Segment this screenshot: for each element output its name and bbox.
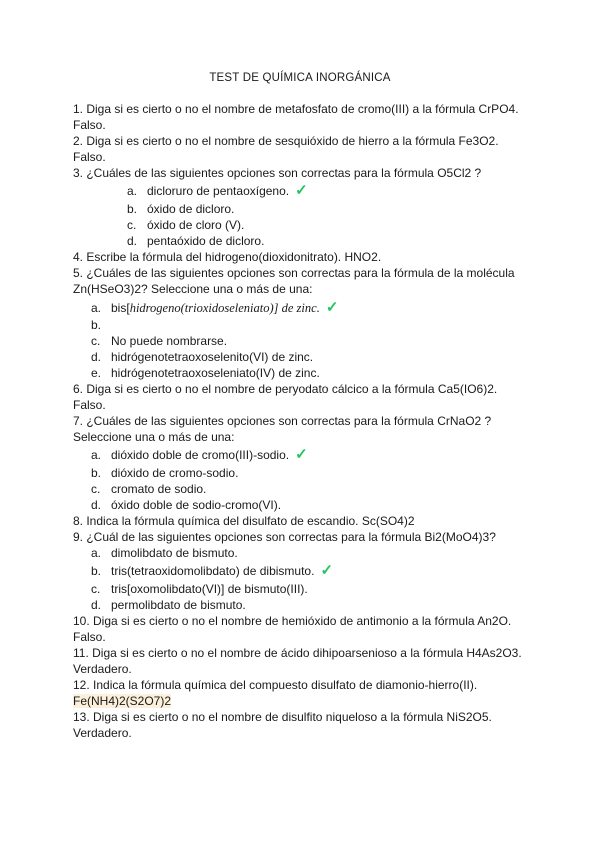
question-3: 3. ¿Cuáles de las siguientes opciones son correctas para la fórmula O5Cl2 ? [73, 166, 482, 180]
check-icon: ✓ [325, 299, 339, 316]
q3-option-b [127, 201, 234, 217]
q9-option-d [91, 597, 246, 613]
question-1: 1. Diga si es cierto o no el nombre de metafosfato de cromo(III) a la fórmula CrPO4. [73, 102, 519, 116]
option-text: No puede nombrarse. [111, 334, 228, 348]
question-13: 13. Diga si es cierto o no el nombre de disulfito niqueloso a la fórmula NiS2O5. [73, 710, 492, 724]
option-letter: b. [91, 318, 102, 332]
option-text: dióxido doble de cromo(III)-sodio. [111, 448, 290, 462]
q7-option-b [91, 465, 238, 481]
option-text: bis[ [111, 301, 130, 315]
option-text: óxido doble de sodio-cromo(VI). [111, 498, 282, 512]
question-5-line-1: 5. ¿Cuáles de las siguientes opciones son correctas para la fórmula de la molécula [73, 266, 515, 280]
option-letter: a. [91, 546, 102, 560]
question-8: 8. Indica la fórmula química del disulfato de escandio. Sc(SO4)2 [73, 514, 415, 528]
check-icon: ✓ [320, 562, 334, 579]
option-letter: e. [91, 366, 102, 380]
option-text: dicloruro de pentaoxígeno. [147, 184, 290, 198]
q7-option-c [91, 481, 206, 497]
option-text: óxido de cloro (V). [147, 218, 245, 232]
question-7-line-1: 7. ¿Cuáles de las siguientes opciones son correctas para la fórmula CrNaO2 ? [73, 414, 492, 428]
option-letter: c. [127, 218, 137, 232]
option-math-text: hidrogeno(trioxidoseleniato)] de zinc. [129, 301, 320, 315]
option-letter: a. [91, 301, 102, 315]
question-10: 10. Diga si es cierto o no el nombre de hemióxido de antimonio a la fórmula An2O. [73, 614, 512, 628]
question-9: 9. ¿Cuál de las siguientes opciones son correctas para la fórmula Bi2(MoO4)3? [73, 530, 496, 544]
option-letter: d. [91, 498, 102, 512]
option-letter: b. [91, 466, 102, 480]
option-text: dimolibdato de bismuto. [111, 546, 238, 560]
q3-option-c [127, 217, 244, 233]
q5-option-c [91, 333, 227, 349]
answer-1: Falso. [73, 118, 106, 132]
q9-option-c [91, 581, 308, 597]
q5-option-d [91, 349, 313, 365]
answer-10: Falso. [73, 630, 106, 644]
option-text: tris(tetraoxidomolibdato) de dibismuto. [111, 564, 315, 578]
q3-option-a [127, 183, 308, 199]
option-text: permolibdato de bismuto. [111, 598, 246, 612]
answer-2: Falso. [73, 150, 106, 164]
highlighted-answer: Fe(NH4)2(S2O7)2 [73, 694, 172, 708]
option-letter: b. [91, 564, 102, 578]
page-title: TEST DE QUÍMICA INORGÁNICA [209, 72, 391, 84]
option-text: tris[oxomolibdato(VI)] de bismuto(III). [111, 582, 308, 596]
answer-13: Verdadero. [73, 726, 132, 740]
q3-option-d [127, 233, 264, 249]
q9-option-a [91, 545, 238, 561]
q7-option-a [91, 447, 308, 463]
option-text: cromato de sodio. [111, 482, 207, 496]
option-letter: b. [127, 202, 138, 216]
question-12: 12. Indica la fórmula química del compuesto disulfato de diamonio-hierro(II). [73, 678, 478, 692]
option-letter: d. [91, 350, 102, 364]
option-letter: a. [127, 184, 138, 198]
q7-option-d [91, 497, 281, 513]
q5-option-e [91, 365, 320, 381]
check-icon: ✓ [295, 446, 308, 463]
option-letter: d. [127, 234, 138, 248]
option-letter: a. [91, 448, 102, 462]
option-letter: c. [91, 482, 101, 496]
q5-option-a [91, 300, 338, 316]
option-letter: c. [91, 582, 101, 596]
q9-option-b [91, 563, 333, 579]
question-6: 6. Diga si es cierto o no el nombre de peryodato cálcico a la fórmula Ca5(IO6)2. [73, 382, 498, 396]
option-text: hidrógenotetraoxoseleniato(IV) de zinc. [111, 366, 320, 380]
check-icon: ✓ [295, 182, 308, 199]
question-2: 2. Diga si es cierto o no el nombre de sesquióxido de hierro a la fórmula Fe3O2. [73, 134, 499, 148]
option-text: hidrógenotetraoxoselenito(VI) de zinc. [111, 350, 314, 364]
option-letter: d. [91, 598, 102, 612]
q5-option-b [91, 317, 111, 333]
answer-11: Verdadero. [73, 662, 132, 676]
question-7-line-2: Seleccione una o más de una: [73, 430, 235, 444]
question-5-line-2: Zn(HSeO3)2? Seleccione una o más de una: [73, 282, 313, 296]
option-text: pentaóxido de dicloro. [147, 234, 265, 248]
question-4: 4. Escribe la fórmula del hidrogeno(dioxidonitrato). HNO2. [73, 250, 382, 264]
option-text: dióxido de cromo-sodio. [111, 466, 239, 480]
option-text: óxido de dicloro. [147, 202, 235, 216]
answer-6: Falso. [73, 398, 106, 412]
option-letter: c. [91, 334, 101, 348]
question-11: 11. Diga si es cierto o no el nombre de ácido dihipoarsenioso a la fórmula H4As2O3. [73, 646, 522, 660]
answer-12 [73, 693, 171, 709]
